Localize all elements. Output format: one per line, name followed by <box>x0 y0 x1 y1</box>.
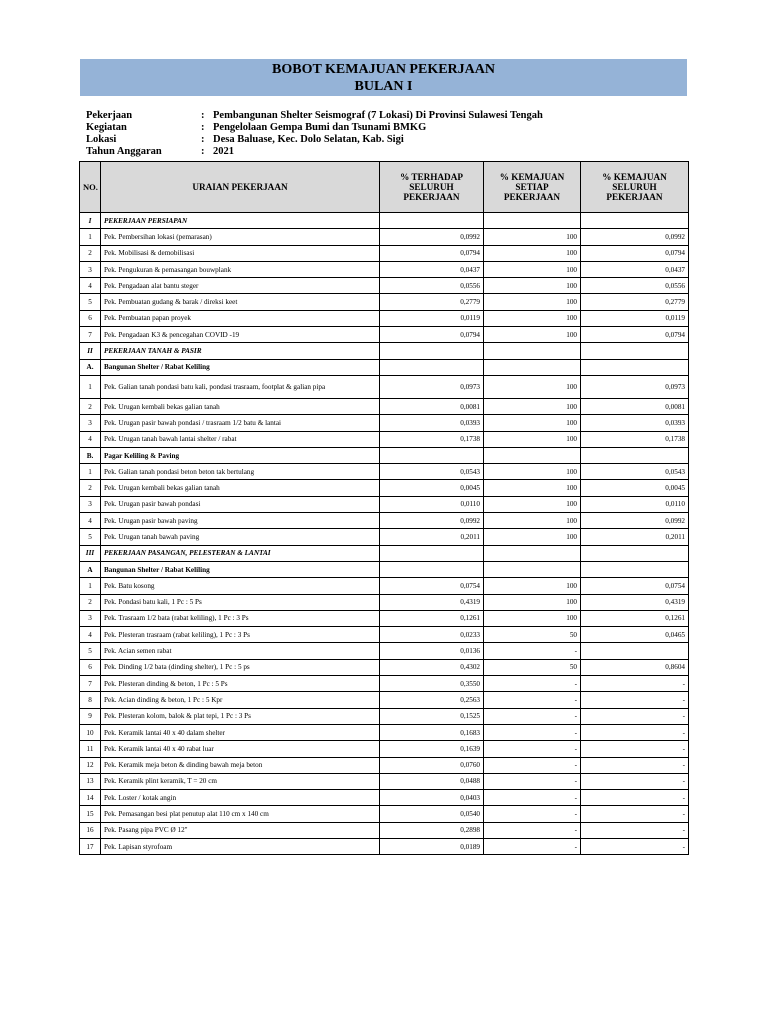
cell-no: 5 <box>80 643 101 659</box>
table-row <box>80 708 689 724</box>
cell-weight <box>380 213 484 229</box>
table-row <box>80 464 689 480</box>
header-setiap-line1: % KEMAJUAN <box>499 172 565 182</box>
cell-progress: - <box>484 692 581 708</box>
cell-no: 2 <box>80 480 101 496</box>
cell-progress: 100 <box>484 578 581 594</box>
header-setiap-line3: PEKERJAAN <box>503 192 561 202</box>
cell-desc: Pek. Galian tanah pondasi beton beton tak bertulang <box>101 464 380 480</box>
cell-total: - <box>581 790 689 806</box>
cell-total: 0,4319 <box>581 594 689 610</box>
cell-progress: - <box>484 676 581 692</box>
cell-total: 0,0465 <box>581 627 689 643</box>
cell-weight: 0,0136 <box>380 643 484 659</box>
cell-total: 0,0393 <box>581 415 689 431</box>
cell-no: 3 <box>80 415 101 431</box>
info-val: 2021 <box>213 146 234 157</box>
cell-total: 0,0081 <box>581 398 689 414</box>
cell-weight <box>380 359 484 375</box>
info-colon: : <box>201 122 205 133</box>
cell-total: - <box>581 822 689 838</box>
table-row <box>80 773 689 789</box>
cell-no: 4 <box>80 513 101 529</box>
cell-weight: 0,0794 <box>380 245 484 261</box>
table-row <box>80 375 689 398</box>
table-row <box>80 278 689 294</box>
cell-desc: Pek. Pondasi batu kali, 1 Pc : 5 Ps <box>101 594 380 610</box>
table-row <box>80 310 689 326</box>
cell-progress <box>484 343 581 359</box>
table-row <box>80 610 689 626</box>
table-row <box>80 724 689 740</box>
cell-weight: 0,0543 <box>380 464 484 480</box>
cell-desc: PEKERJAAN PASANGAN, PELESTERAN & LANTAI <box>101 545 380 561</box>
cell-progress: 100 <box>484 327 581 343</box>
cell-desc: Pek. Keramik lantai 40 x 40 rabat luar <box>101 741 380 757</box>
cell-no: 7 <box>80 676 101 692</box>
cell-total: 0,0992 <box>581 229 689 245</box>
cell-desc: Pek. Urugan tanah bawah paving <box>101 529 380 545</box>
cell-total: - <box>581 773 689 789</box>
table-row <box>80 627 689 643</box>
cell-progress: - <box>484 741 581 757</box>
header-terhadap-line3: PEKERJAAN <box>403 192 460 202</box>
info-colon: : <box>201 110 205 121</box>
cell-no: 9 <box>80 708 101 724</box>
header-uraian: URAIAN PEKERJAAN <box>101 162 380 213</box>
cell-progress <box>484 213 581 229</box>
cell-weight: 0,0760 <box>380 757 484 773</box>
cell-total: 0,0754 <box>581 578 689 594</box>
table-row <box>80 513 689 529</box>
header-terhadap-line2: SELURUH <box>409 182 454 192</box>
report-title: BOBOT KEMAJUAN PEKERJAAN <box>272 62 495 77</box>
cell-total: 0,0119 <box>581 310 689 326</box>
cell-progress: 50 <box>484 627 581 643</box>
section-row <box>80 343 689 359</box>
table-row <box>80 676 689 692</box>
cell-weight: 0,2011 <box>380 529 484 545</box>
cell-desc: Pek. Urugan kembali bekas galian tanah <box>101 398 380 414</box>
cell-progress: 100 <box>484 375 581 398</box>
cell-progress: 50 <box>484 659 581 675</box>
cell-no: 16 <box>80 822 101 838</box>
cell-weight: 0,4302 <box>380 659 484 675</box>
header-terhadap <box>380 162 484 213</box>
cell-no: 13 <box>80 773 101 789</box>
cell-desc: Pek. Pengadaan alat bantu steger <box>101 278 380 294</box>
subsection-row <box>80 359 689 375</box>
info-row <box>86 134 543 146</box>
cell-desc: Pek. Pembersihan lokasi (pemarasan) <box>101 229 380 245</box>
cell-no: B. <box>80 447 101 463</box>
cell-progress: 100 <box>484 310 581 326</box>
table-row <box>80 431 689 447</box>
cell-desc: Pek. Pengadaan K3 & pencegahan COVID -19 <box>101 327 380 343</box>
cell-progress: - <box>484 757 581 773</box>
cell-no: 8 <box>80 692 101 708</box>
cell-progress: 100 <box>484 496 581 512</box>
cell-no: 5 <box>80 294 101 310</box>
subsection-row <box>80 447 689 463</box>
cell-desc: Pek. Loster / kotak angin <box>101 790 380 806</box>
cell-total: - <box>581 741 689 757</box>
table-row <box>80 741 689 757</box>
cell-progress: 100 <box>484 431 581 447</box>
info-label: Tahun Anggaran <box>86 146 162 157</box>
table-row <box>80 692 689 708</box>
cell-desc: Pek. Urugan tanah bawah lantai shelter / rabat <box>101 431 380 447</box>
cell-weight: 0,3550 <box>380 676 484 692</box>
table-row <box>80 480 689 496</box>
cell-total: - <box>581 692 689 708</box>
section-row <box>80 545 689 561</box>
table-row <box>80 757 689 773</box>
cell-progress: 100 <box>484 398 581 414</box>
cell-weight: 0,0045 <box>380 480 484 496</box>
cell-progress <box>484 359 581 375</box>
cell-progress: 100 <box>484 464 581 480</box>
table-header-row <box>80 162 689 213</box>
cell-weight: 0,0556 <box>380 278 484 294</box>
table-row <box>80 806 689 822</box>
cell-no: 6 <box>80 659 101 675</box>
cell-progress: - <box>484 822 581 838</box>
cell-progress: 100 <box>484 278 581 294</box>
cell-no: 14 <box>80 790 101 806</box>
info-row <box>86 110 543 122</box>
cell-progress: - <box>484 806 581 822</box>
cell-progress: 100 <box>484 529 581 545</box>
cell-total: 0,1261 <box>581 610 689 626</box>
table-row <box>80 643 689 659</box>
cell-no: A <box>80 561 101 577</box>
cell-total <box>581 561 689 577</box>
table-row <box>80 578 689 594</box>
header-seluruh-line1: % KEMAJUAN <box>602 172 667 182</box>
cell-desc: PEKERJAAN TANAH & PASIR <box>101 343 380 359</box>
table-row <box>80 529 689 545</box>
cell-no: 6 <box>80 310 101 326</box>
report-title-banner <box>80 59 687 96</box>
header-seluruh <box>581 162 689 213</box>
cell-progress: 100 <box>484 480 581 496</box>
cell-desc: Bangunan Shelter / Rabat Keliling <box>101 359 380 375</box>
cell-desc: Pek. Plesteran trasraam (rabat keliling), 1 Pc : 3 Ps <box>101 627 380 643</box>
cell-weight <box>380 447 484 463</box>
cell-no: I <box>80 213 101 229</box>
cell-progress: 100 <box>484 513 581 529</box>
cell-desc: PEKERJAAN PERSIAPAN <box>101 213 380 229</box>
cell-no: II <box>80 343 101 359</box>
cell-desc: Pek. Pasang pipa PVC Ø 12" <box>101 822 380 838</box>
table-row <box>80 398 689 414</box>
cell-total <box>581 545 689 561</box>
cell-progress: 100 <box>484 415 581 431</box>
cell-desc: Pek. Keramik lantai 40 x 40 dalam shelter <box>101 724 380 740</box>
info-val: Pembangunan Shelter Seismograf (7 Lokasi) Di Provinsi Sulawesi Tengah <box>213 110 543 121</box>
table-row <box>80 496 689 512</box>
cell-weight: 0,0233 <box>380 627 484 643</box>
cell-total: 0,0110 <box>581 496 689 512</box>
info-colon: : <box>201 146 205 157</box>
header-seluruh-line3: PEKERJAAN <box>606 192 663 202</box>
cell-no: 2 <box>80 398 101 414</box>
cell-weight: 0,0973 <box>380 375 484 398</box>
cell-total: 0,0794 <box>581 245 689 261</box>
table-row <box>80 838 689 854</box>
cell-desc: Pek. Lapisan styrofoam <box>101 838 380 854</box>
cell-progress <box>484 447 581 463</box>
cell-desc: Pek. Pengukuran & pemasangan bouwplank <box>101 261 380 277</box>
cell-total: 0,0543 <box>581 464 689 480</box>
header-terhadap-line1: % TERHADAP <box>400 172 463 182</box>
table-row <box>80 790 689 806</box>
cell-desc: Pek. Acian dinding & beton, 1 Pc : 5 Kpr <box>101 692 380 708</box>
cell-progress: 100 <box>484 610 581 626</box>
cell-no: 1 <box>80 464 101 480</box>
cell-weight: 0,0403 <box>380 790 484 806</box>
cell-total <box>581 643 689 659</box>
cell-total: 0,0992 <box>581 513 689 529</box>
table-row <box>80 229 689 245</box>
progress-table <box>79 161 689 855</box>
table-row <box>80 327 689 343</box>
cell-weight: 0,1261 <box>380 610 484 626</box>
cell-total: 0,0556 <box>581 278 689 294</box>
header-no: NO. <box>80 162 101 213</box>
cell-weight: 0,4319 <box>380 594 484 610</box>
cell-total: 0,8604 <box>581 659 689 675</box>
cell-progress <box>484 561 581 577</box>
cell-desc: Pek. Acian semen rabat <box>101 643 380 659</box>
cell-no: 1 <box>80 578 101 594</box>
cell-no: 3 <box>80 610 101 626</box>
cell-total: - <box>581 708 689 724</box>
cell-weight: 0,0081 <box>380 398 484 414</box>
table-row <box>80 594 689 610</box>
cell-total: - <box>581 757 689 773</box>
cell-no: 10 <box>80 724 101 740</box>
section-row <box>80 213 689 229</box>
cell-desc: Pek. Pembuatan papan proyek <box>101 310 380 326</box>
cell-progress: 100 <box>484 261 581 277</box>
cell-no: 4 <box>80 431 101 447</box>
cell-total: - <box>581 838 689 854</box>
cell-no: 7 <box>80 327 101 343</box>
cell-no: 4 <box>80 278 101 294</box>
cell-progress: - <box>484 708 581 724</box>
cell-no: 11 <box>80 741 101 757</box>
info-val: Desa Baluase, Kec. Dolo Selatan, Kab. Sigi <box>213 134 404 145</box>
cell-weight: 0,2779 <box>380 294 484 310</box>
cell-desc: Pek. Batu kosong <box>101 578 380 594</box>
cell-no: 4 <box>80 627 101 643</box>
cell-desc: Pek. Pembuatan gudang & barak / direksi keet <box>101 294 380 310</box>
cell-progress: - <box>484 838 581 854</box>
table-row <box>80 822 689 838</box>
cell-total <box>581 447 689 463</box>
cell-no: 3 <box>80 496 101 512</box>
cell-weight: 0,2563 <box>380 692 484 708</box>
cell-no: 3 <box>80 261 101 277</box>
cell-desc: Bangunan Shelter / Rabat Keliling <box>101 561 380 577</box>
cell-weight <box>380 545 484 561</box>
cell-no: 1 <box>80 375 101 398</box>
cell-total: - <box>581 676 689 692</box>
table-row <box>80 245 689 261</box>
cell-weight: 0,0110 <box>380 496 484 512</box>
info-label: Kegiatan <box>86 122 127 133</box>
cell-weight: 0,1639 <box>380 741 484 757</box>
cell-total: 0,2779 <box>581 294 689 310</box>
cell-desc: Pek. Plesteran dinding & beton, 1 Pc : 5 Ps <box>101 676 380 692</box>
cell-desc: Pek. Trasraam 1/2 bata (rabat keliling), 1 Pc : 3 Ps <box>101 610 380 626</box>
header-seluruh-line2: SELURUH <box>612 182 657 192</box>
cell-weight <box>380 561 484 577</box>
cell-total: 0,2011 <box>581 529 689 545</box>
cell-no: 2 <box>80 594 101 610</box>
cell-no: III <box>80 545 101 561</box>
cell-progress: 100 <box>484 294 581 310</box>
cell-weight: 0,0488 <box>380 773 484 789</box>
header-setiap <box>484 162 581 213</box>
cell-weight: 0,2898 <box>380 822 484 838</box>
project-info <box>86 110 543 158</box>
cell-desc: Pek. Pemasangan besi plat penutup alat 110 cm x 140 cm <box>101 806 380 822</box>
cell-total: - <box>581 724 689 740</box>
cell-weight: 0,0794 <box>380 327 484 343</box>
cell-desc: Pek. Keramik meja beton & dinding bawah meja beton <box>101 757 380 773</box>
cell-desc: Pek. Plesteran kolom, balok & plat tepi, 1 Pc : 3 Ps <box>101 708 380 724</box>
header-setiap-line2: SETIAP <box>515 182 549 192</box>
table-row <box>80 294 689 310</box>
cell-weight: 0,0992 <box>380 229 484 245</box>
cell-progress: - <box>484 773 581 789</box>
cell-progress: 100 <box>484 245 581 261</box>
cell-progress: 100 <box>484 229 581 245</box>
cell-no: 1 <box>80 229 101 245</box>
table-row <box>80 415 689 431</box>
cell-total: 0,0794 <box>581 327 689 343</box>
cell-desc: Pagar Keliling & Paving <box>101 447 380 463</box>
cell-progress: - <box>484 790 581 806</box>
table-row <box>80 659 689 675</box>
cell-weight: 0,0754 <box>380 578 484 594</box>
info-colon: : <box>201 134 205 145</box>
cell-progress: - <box>484 724 581 740</box>
cell-progress <box>484 545 581 561</box>
cell-weight: 0,1738 <box>380 431 484 447</box>
info-val: Pengelolaan Gempa Bumi dan Tsunami BMKG <box>213 122 427 133</box>
cell-weight: 0,0189 <box>380 838 484 854</box>
info-row <box>86 146 543 158</box>
info-row <box>86 122 543 134</box>
cell-no: 2 <box>80 245 101 261</box>
cell-no: 17 <box>80 838 101 854</box>
cell-weight <box>380 343 484 359</box>
cell-total: 0,0045 <box>581 480 689 496</box>
cell-weight: 0,0437 <box>380 261 484 277</box>
cell-desc: Pek. Keramik plint keramik, T = 20 cm <box>101 773 380 789</box>
cell-total <box>581 213 689 229</box>
subsection-row <box>80 561 689 577</box>
cell-total: 0,0973 <box>581 375 689 398</box>
cell-no: 12 <box>80 757 101 773</box>
cell-progress: 100 <box>484 594 581 610</box>
cell-total: - <box>581 806 689 822</box>
cell-total: 0,1738 <box>581 431 689 447</box>
info-label: Pekerjaan <box>86 110 133 121</box>
cell-total: 0,0437 <box>581 261 689 277</box>
cell-weight: 0,0540 <box>380 806 484 822</box>
cell-weight: 0,1525 <box>380 708 484 724</box>
cell-weight: 0,0119 <box>380 310 484 326</box>
report-subtitle: BULAN I <box>354 79 413 94</box>
cell-desc: Pek. Galian tanah pondasi batu kali, pondasi trasraam, footplat & galian pipa <box>101 375 380 398</box>
cell-desc: Pek. Urugan kembali bekas galian tanah <box>101 480 380 496</box>
cell-no: 5 <box>80 529 101 545</box>
cell-weight: 0,0393 <box>380 415 484 431</box>
table-row <box>80 261 689 277</box>
cell-total <box>581 359 689 375</box>
cell-desc: Pek. Dinding 1/2 bata (dinding shelter), 1 Pc : 5 ps <box>101 659 380 675</box>
cell-desc: Pek. Mobilisasi & demobilisasi <box>101 245 380 261</box>
cell-weight: 0,1683 <box>380 724 484 740</box>
cell-desc: Pek. Urugan pasir bawah pondasi / trasraam 1/2 batu & lantai <box>101 415 380 431</box>
info-label: Lokasi <box>86 134 117 145</box>
cell-weight: 0,0992 <box>380 513 484 529</box>
cell-desc: Pek. Urugan pasir bawah pondasi <box>101 496 380 512</box>
cell-desc: Pek. Urugan pasir bawah paving <box>101 513 380 529</box>
cell-no: 15 <box>80 806 101 822</box>
cell-progress: - <box>484 643 581 659</box>
cell-no: A. <box>80 359 101 375</box>
cell-total <box>581 343 689 359</box>
